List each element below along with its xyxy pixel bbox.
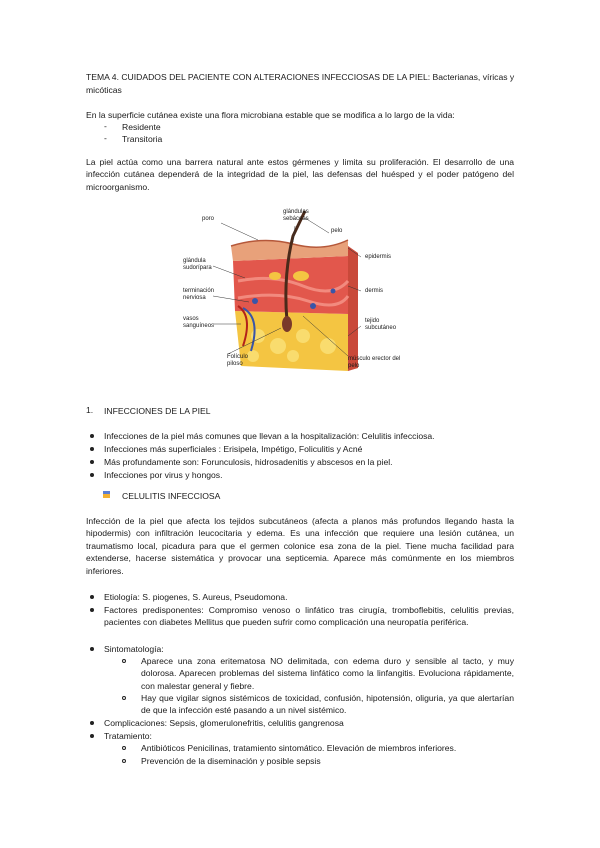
list-item: Infecciones de la piel más comunes que llevan a la hospitalización: Celulitis infecciosa. (104, 431, 435, 441)
complicaciones-item: Complicaciones: Sepsis, glomerulonefritis, celulitis gangrenosa (104, 718, 344, 728)
bullet (90, 473, 94, 477)
bullet (90, 608, 94, 612)
celulitis-paragraph: Infección de la piel que afecta los tejidos subcutáneos (afecta a planos más profundos llegando hasta la hipodermis) con infiltración leucocitaria y edema. Es una infección que requiere una lesión cutánea, un traumatismo local, picadura para que el germen colonice esa zona de la piel. Tiene mucha facilidad para extenderse, hacerse sistemática y provocar una septicemia. Aparece más comúnmente en los miembros inferiores. (86, 516, 514, 576)
skin-diagram (183, 206, 418, 378)
bullet (90, 647, 94, 651)
sintomatologia-item: Sintomatología: (104, 644, 164, 654)
bullet (90, 721, 94, 725)
label-vasos: vasos sanguíneos (183, 316, 215, 329)
etiologia-item: Etiología: S. piogenes, S. Aureus, Pseudomona. (104, 592, 288, 602)
label-glandulas: glándulas sebáceas (283, 209, 309, 222)
label-epidermis: epidermis (365, 254, 392, 260)
flora-item: Residente (122, 122, 161, 132)
circle-bullet (122, 659, 126, 663)
dash-marker: - (104, 121, 107, 131)
bullet (90, 447, 94, 451)
tratamiento-item: Tratamiento: (104, 731, 152, 741)
circle-bullet (122, 696, 126, 700)
page-title: TEMA 4. CUIDADOS DEL PACIENTE CON ALTERACIONES INFECCIOSAS DE LA PIEL: Bacterianas, víricas y micóticas (86, 72, 515, 95)
label-pelo: pelo (331, 228, 343, 234)
bullet (90, 734, 94, 738)
circle-bullet (122, 759, 126, 763)
book-icon (102, 490, 111, 499)
list-item: Más profundamente son: Forunculosis, hidrosadenitis y abscesos en la piel. (104, 457, 393, 467)
bullet (90, 460, 94, 464)
label-dermis: dermis (365, 288, 384, 294)
label-poro: poro (202, 216, 215, 222)
intro-text: En la superficie cutánea existe una flora microbiana estable que se modifica a lo largo de la vida: (86, 110, 455, 120)
tratamiento-subitem: Antibióticos Penicilinas, tratamiento sintomático. Elevación de miembros inferiores. (141, 743, 457, 753)
label-terminacion: terminación nerviosa (183, 288, 215, 301)
subsection-title: CELULITIS INFECCIOSA (122, 491, 221, 501)
section-number: 1. (86, 405, 94, 415)
bullet (90, 434, 94, 438)
factores-item: Factores predisponentes: Compromiso venoso o linfático tras cirugía, tromboflebitis, celulitis previas, pacientes con diabetes Mellitus que pueden sufrir como complicación una neuropatía periférica. (104, 605, 514, 628)
label-foliculo: Folículo piloso (227, 354, 249, 367)
tratamiento-subitem: Prevención de la diseminación y posible sepsis (141, 756, 321, 766)
list-item: Infecciones por virus y hongos. (104, 470, 223, 480)
flora-item: Transitoria (122, 134, 163, 144)
label-glandula-sudoripara: glándula sudorípara (183, 258, 212, 271)
list-item: Infecciones más superficiales : Erisipela, Impétigo, Foliculitis y Acné (104, 444, 363, 454)
section-title: INFECCIONES DE LA PIEL (104, 406, 211, 416)
dash-marker: - (104, 133, 107, 143)
label-musculo: músculo erector del pelo (348, 356, 401, 369)
barrier-paragraph: La piel actúa como una barrera natural ante estos gérmenes y limita su proliferación. El desarrollo de una infección cutánea dependerá de la integridad de la piel, las defensas del huésped y el poder patógeno del microorganismo. (86, 157, 514, 192)
sintoma-item: Hay que vigilar signos sistémicos de toxicidad, confusión, hipotensión, oliguria, ya que alertarían de que la infección esté pasando a un nivel sistémico. (141, 693, 514, 716)
label-tejido: tejido subcutáneo (365, 318, 397, 331)
bullet (90, 595, 94, 599)
circle-bullet (122, 746, 126, 750)
sintoma-item: Aparece una zona eritematosa NO delimitada, con edema duro y sensible al tacto, y muy dolorosa. Aparecen problemas del sistema linfático como la linfangitis. Evoluciona rápidamente, con malestar general y fiebre. (141, 656, 514, 691)
